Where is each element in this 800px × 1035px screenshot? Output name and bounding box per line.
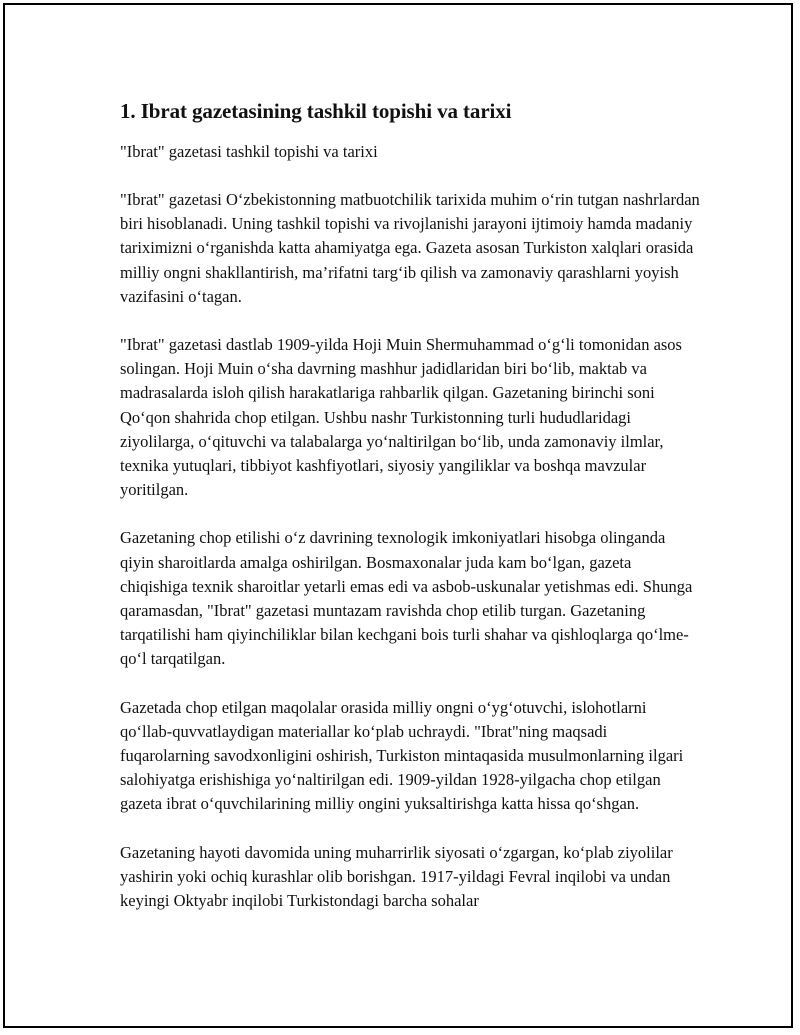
paragraph-3: Gazetaning chop etilishi o‘z davrining texnologik imkoniyatlari hisobga olinganda qiyin sharoitlarda amalga oshirilgan. Bosmaxonalar juda kam bo‘lgan, gazeta chiqishiga texnik sharoitlar yetarli emas edi va asbob-uskunalar yetishmas edi. Shunga qaramasdan, "Ibrat" gazetasi muntazam ravishda chop etilib turgan. Gazetaning tarqatilishi ham qiyinchiliklar bilan kechgani bois turli shahar va qishloqlarga qo‘lme-qo‘l tarqatilgan.	[120, 528, 693, 669]
paragraph-1: "Ibrat" gazetasi O‘zbekistonning matbuotchilik tarixida muhim o‘rin tutgan nashrlardan biri hisoblanadi. Uning tashkil topishi va rivojlanishi jarayoni ijtimoiy hamda madaniy tariximizni o‘rganishda katta ahamiyatga ega. Gazeta asosan Turkiston xalqlari orasida milliy ongni shakllantirish, ma’rifatni targ‘ib qilish va zamonaviy qarashlarni yoyish vazifasini o‘tagan.	[120, 190, 700, 306]
document-subtitle: "Ibrat" gazetasi tashkil topishi va tarixi	[120, 142, 378, 161]
document-heading: 1. Ibrat gazetasining tashkil topishi va tarixi	[120, 99, 512, 123]
document-content	[120, 97, 700, 913]
page-frame	[3, 3, 793, 1028]
paragraph-5: Gazetaning hayoti davomida uning muharrirlik siyosati o‘zgargan, ko‘plab ziyolilar yashirin yoki ochiq kurashlar olib borishgan. 1917-yildagi Fevral inqilobi va undan keyingi Oktyabr inqilobi Turkistondagi barcha sohalar	[120, 842, 673, 911]
paragraph-2: "Ibrat" gazetasi dastlab 1909-yilda Hoji Muin Shermuhammad o‘g‘li tomonidan asos solingan. Hoji Muin o‘sha davrning mashhur jadidlaridan biri bo‘lib, maktab va madrasalarda isloh qilish harakatlariga rahbarlik qilgan. Gazetaning birinchi soni Qo‘qon shahrida chop etilgan. Ushbu nashr Turkistonning turli hududlaridagi ziyolilarga, o‘qituvchi va talabalarga yo‘naltirilgan bo‘lib, unda zamonaviy ilmlar, texnika yutuqlari, tibbiyot kashfiyotlari, siyosiy yangiliklar va boshqa mavzular yoritilgan.	[120, 335, 682, 500]
paragraph-4: Gazetada chop etilgan maqolalar orasida milliy ongni o‘yg‘otuvchi, islohotlarni qo‘llab-quvvatlaydigan materiallar ko‘plab uchraydi. "Ibrat"ning maqsadi fuqarolarning savodxonligini oshirish, Turkiston mintaqasida musulmonlarning ilgari salohiyatga erishishiga yo‘naltirilgan edi. 1909-yildan 1928-yilgacha chop etilgan gazeta ibrat o‘quvchilarining milliy ongini yuksaltirishga katta hissa qo‘shgan.	[120, 697, 684, 814]
